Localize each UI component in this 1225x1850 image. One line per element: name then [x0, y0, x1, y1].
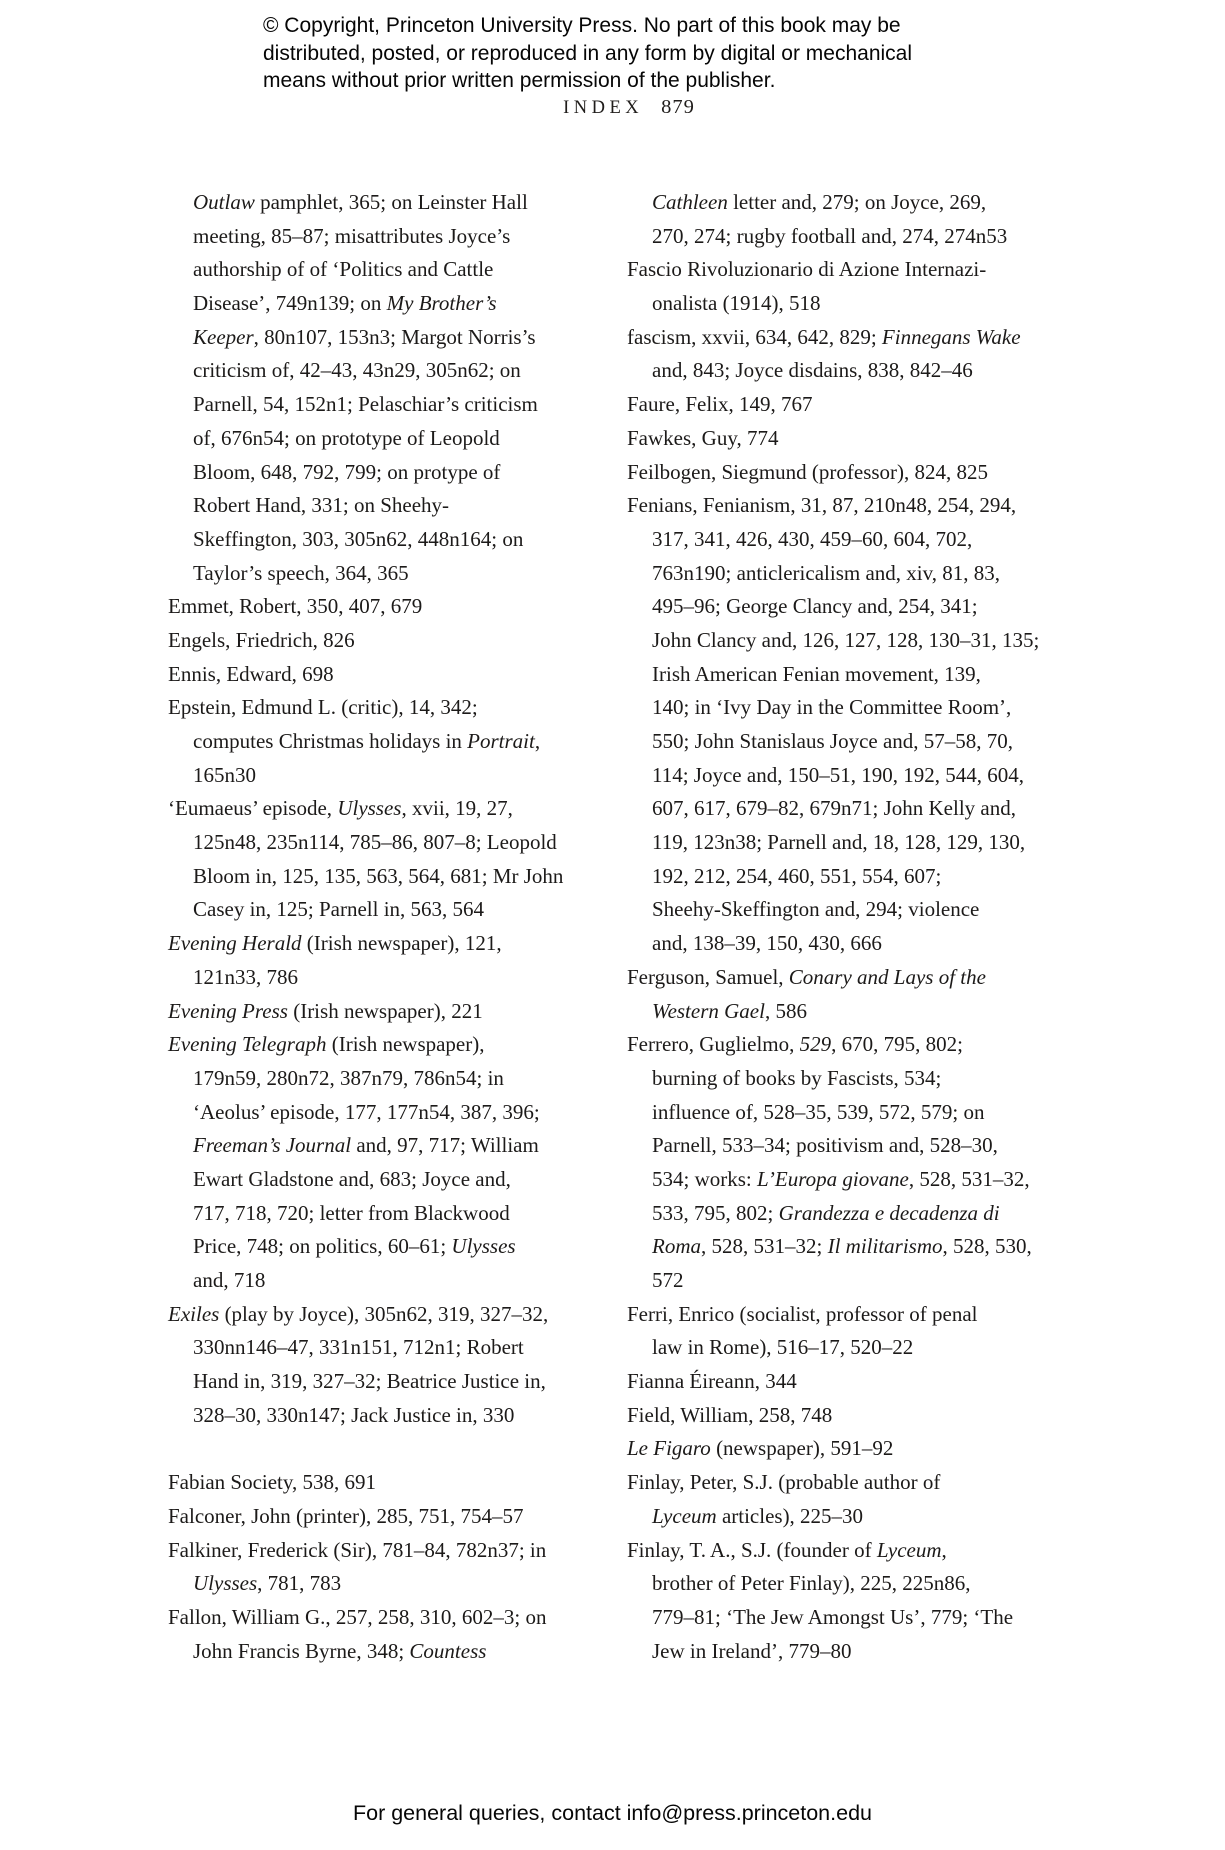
index-line: Jew in Ireland’, 779–80 — [652, 1638, 852, 1663]
index-line: Field, William, 258, 748 — [627, 1402, 833, 1427]
index-line: authorship of of ‘Politics and Cattle — [193, 257, 494, 282]
index-line: Irish American Fenian movement, 139, — [652, 661, 981, 686]
index-line: 534; works: L’Europa giovane, 528, 531–32, — [652, 1166, 1030, 1191]
index-line: 192, 212, 254, 460, 551, 554, 607; — [652, 863, 942, 888]
index-line: ‘Eumaeus’ episode, Ulysses, xvii, 19, 27, — [168, 796, 513, 821]
index-line: brother of Peter Finlay), 225, 225n86, — [652, 1571, 971, 1596]
index-line: Lyceum articles), 225–30 — [652, 1503, 864, 1528]
index-line: fascism, xxvii, 634, 642, 829; Finnegans Wake — [627, 324, 1021, 349]
copyright-line: means without prior written permission of the publisher. — [263, 69, 776, 92]
index-line: criticism of, 42–43, 43n29, 305n62; on — [193, 358, 521, 383]
index-line: 114; Joyce and, 150–51, 190, 192, 544, 604, — [652, 762, 1024, 787]
index-line: influence of, 528–35, 539, 572, 579; on — [652, 1099, 985, 1124]
index-line: Hand in, 319, 327–32; Beatrice Justice in, — [193, 1369, 546, 1394]
index-line: Finlay, T. A., S.J. (founder of Lyceum, — [627, 1537, 947, 1562]
index-line: Parnell, 533–34; positivism and, 528–30, — [652, 1133, 998, 1158]
index-line: 330nn146–47, 331n151, 712n1; Robert — [193, 1335, 524, 1360]
index-line: 495–96; George Clancy and, 254, 341; — [652, 594, 978, 619]
index-line: 125n48, 235n114, 785–86, 807–8; Leopold — [193, 830, 557, 855]
index-line: Skeffington, 303, 305n62, 448n164; on — [193, 526, 524, 551]
index-line: 550; John Stanislaus Joyce and, 57–58, 70, — [652, 729, 1014, 753]
index-line: Western Gael, 586 — [652, 998, 807, 1023]
index-line: Price, 748; on politics, 60–61; Ulysses — [193, 1234, 516, 1259]
index-line: John Clancy and, 126, 127, 128, 130–31, 135; — [652, 627, 1040, 652]
index-line: Taylor’s speech, 364, 365 — [193, 560, 409, 585]
index-line: Le Figaro (newspaper), 591–92 — [627, 1436, 894, 1461]
index-line: Ewart Gladstone and, 683; Joyce and, — [193, 1166, 511, 1191]
index-line: law in Rome), 516–17, 520–22 — [652, 1335, 914, 1360]
index-line: 270, 274; rugby football and, 274, 274n53 — [652, 223, 1008, 248]
index-line: Faure, Felix, 149, 767 — [627, 392, 813, 417]
index-line: 121n33, 786 — [193, 964, 298, 989]
index-line: 140; in ‘Ivy Day in the Committee Room’, — [652, 695, 1012, 720]
index-line: 779–81; ‘The Jew Amongst Us’, 779; ‘The — [652, 1604, 1014, 1629]
index-line: Outlaw pamphlet, 365; on Leinster Hall — [193, 190, 528, 214]
index-column-right — [627, 186, 1102, 1668]
copyright-notice — [263, 12, 912, 95]
index-line: Feilbogen, Siegmund (professor), 824, 825 — [627, 459, 989, 484]
index-line: Bloom in, 125, 135, 563, 564, 681; Mr John — [193, 863, 564, 888]
index-line: Roma, 528, 531–32; Il militarismo, 528, 530, — [652, 1234, 1032, 1259]
index-line: 572 — [652, 1268, 684, 1292]
index-line: Falconer, John (printer), 285, 751, 754–57 — [168, 1503, 524, 1528]
index-line: ‘Aeolus’ episode, 177, 177n54, 387, 396; — [193, 1099, 540, 1124]
index-title: INDEX — [563, 98, 644, 118]
index-line: 317, 341, 426, 430, 459–60, 604, 702, — [652, 526, 973, 551]
index-line: Sheehy-Skeffington and, 294; violence — [652, 897, 980, 922]
index-line: Evening Telegraph (Irish newspaper), — [168, 1032, 485, 1057]
index-line: Evening Press (Irish newspaper), 221 — [168, 998, 483, 1023]
index-line: Finlay, Peter, S.J. (probable author of — [627, 1470, 941, 1495]
index-line: Fallon, William G., 257, 258, 310, 602–3; on — [168, 1604, 547, 1629]
index-line: Falkiner, Frederick (Sir), 781–84, 782n37; in — [168, 1537, 547, 1562]
index-line: and, 843; Joyce disdains, 838, 842–46 — [652, 358, 973, 383]
index-line: Engels, Friedrich, 826 — [168, 627, 355, 652]
index-line: 119, 123n38; Parnell and, 18, 128, 129, 130, — [652, 830, 1026, 855]
index-line: 717, 718, 720; letter from Blackwood — [193, 1200, 510, 1225]
index-line: computes Christmas holidays in Portrait, — [193, 729, 541, 753]
index-line: of, 676n54; on prototype of Leopold — [193, 425, 500, 450]
index-line: Ennis, Edward, 698 — [168, 661, 334, 686]
index-line: Fianna Éireann, 344 — [627, 1369, 797, 1394]
index-line: Evening Herald (Irish newspaper), 121, — [168, 931, 502, 956]
index-line: 328–30, 330n147; Jack Justice in, 330 — [193, 1402, 515, 1427]
index-line: 533, 795, 802; Grandezza e decadenza di — [652, 1200, 1000, 1225]
index-line: 165n30 — [193, 762, 256, 787]
index-line: Ferri, Enrico (socialist, professor of penal — [627, 1301, 978, 1326]
index-line: Parnell, 54, 152n1; Pelaschiar’s criticism — [193, 392, 538, 417]
index-line: and, 718 — [193, 1268, 266, 1292]
index-line: Keeper, 80n107, 153n3; Margot Norris’s — [193, 324, 536, 349]
index-column-left — [168, 186, 618, 1668]
footer-contact: For general queries, contact info@press.princeton.edu — [352, 1801, 872, 1825]
index-blank-line — [168, 1432, 618, 1466]
index-line: Bloom, 648, 792, 799; on protype of — [193, 459, 501, 484]
index-line: Ferguson, Samuel, Conary and Lays of the — [627, 964, 986, 989]
index-line: Fascio Rivoluzionario di Azione Internazi- — [627, 257, 987, 282]
index-line: and, 138–39, 150, 430, 666 — [652, 931, 882, 956]
running-head — [168, 96, 1090, 119]
index-line: meeting, 85–87; misattributes Joyce’s — [193, 223, 511, 248]
index-line: Cathleen letter and, 279; on Joyce, 269, — [652, 190, 987, 214]
index-line: 763n190; anticlericalism and, xiv, 81, 83, — [652, 560, 1000, 585]
index-line: Fenians, Fenianism, 31, 87, 210n48, 254, 294, — [627, 493, 1017, 518]
index-line: Exiles (play by Joyce), 305n62, 319, 327–32, — [168, 1301, 549, 1326]
copyright-line: © Copyright, Princeton University Press. No part of this book may be — [263, 14, 901, 37]
index-line: onalista (1914), 518 — [652, 291, 821, 316]
page-number: 879 — [661, 96, 695, 118]
index-line: Fawkes, Guy, 774 — [627, 425, 779, 450]
index-line: Ferrero, Guglielmo, 529, 670, 795, 802; — [627, 1032, 963, 1057]
index-line: John Francis Byrne, 348; Countess — [193, 1638, 487, 1663]
index-line: 607, 617, 679–82, 679n71; John Kelly and, — [652, 796, 1016, 821]
index-line: Casey in, 125; Parnell in, 563, 564 — [193, 897, 485, 922]
index-line: 179n59, 280n72, 387n79, 786n54; in — [193, 1065, 504, 1090]
index-line: Freeman’s Journal and, 97, 717; William — [193, 1133, 539, 1158]
index-line: Disease’, 749n139; on My Brother’s — [193, 291, 497, 316]
index-line: Emmet, Robert, 350, 407, 679 — [168, 594, 423, 619]
index-line: Ulysses, 781, 783 — [193, 1571, 342, 1596]
copyright-line: distributed, posted, or reproduced in any form by digital or mechanical — [263, 41, 913, 65]
index-line: Robert Hand, 331; on Sheehy- — [193, 493, 450, 518]
index-line: Fabian Society, 538, 691 — [168, 1470, 377, 1495]
index-line: burning of books by Fascists, 534; — [652, 1065, 942, 1090]
index-line: Epstein, Edmund L. (critic), 14, 342; — [168, 695, 478, 720]
